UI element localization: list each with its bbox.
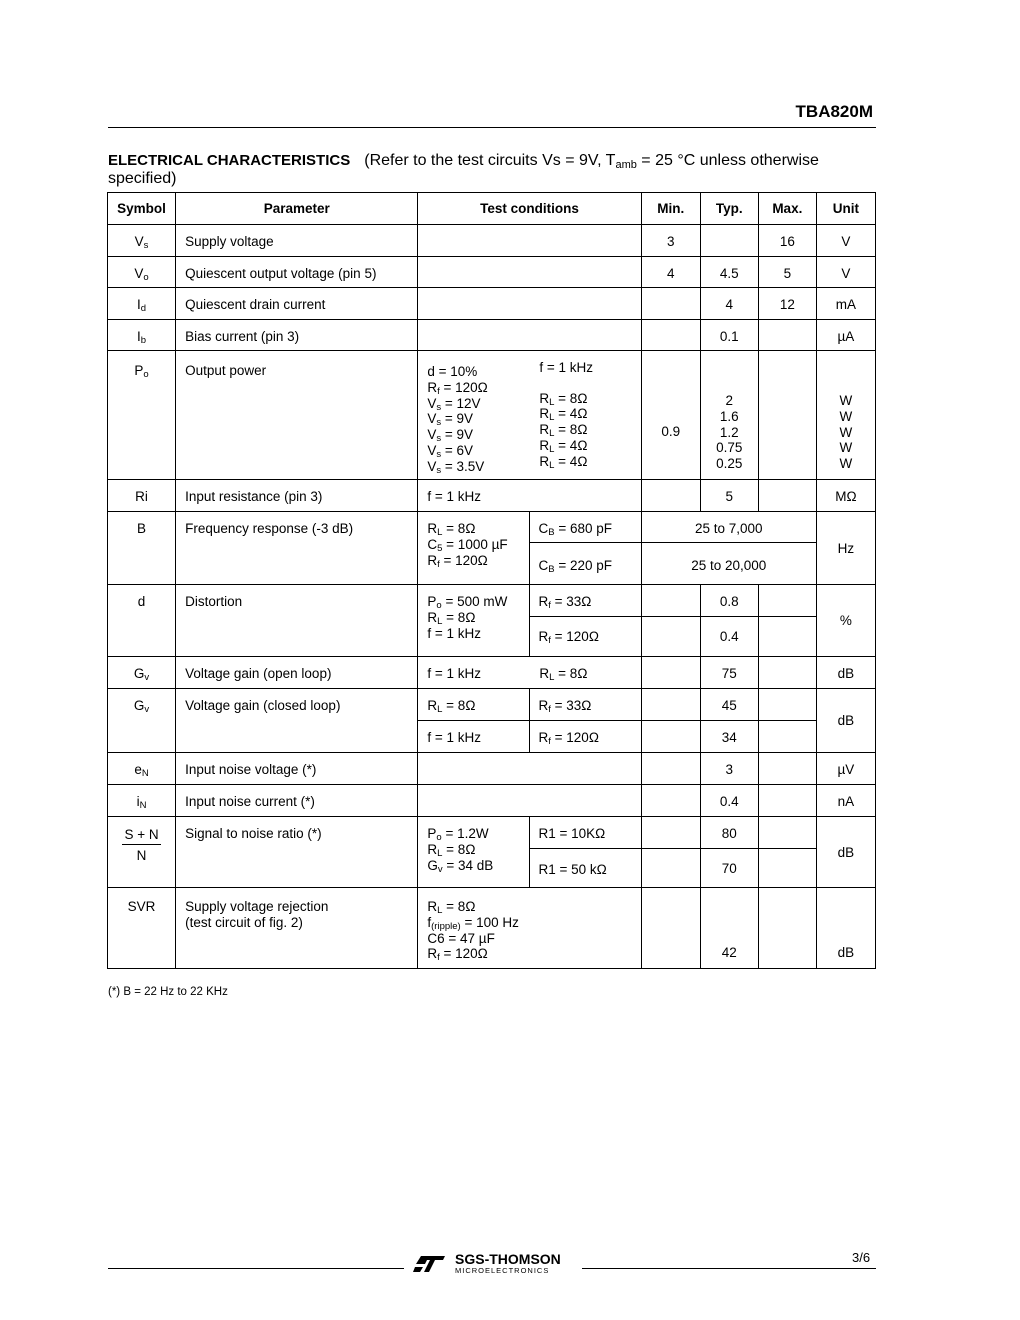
symbol-cell: $P_o$ <box>108 351 176 480</box>
max-cell <box>758 689 816 721</box>
unit-cell: V <box>816 225 875 257</box>
range-cell: 25 to 20,000 <box>641 543 816 585</box>
symbol-cell: $V_o$ <box>108 257 176 288</box>
typ-cell: 0.1 <box>700 320 758 351</box>
typ-cell <box>700 225 758 257</box>
rf-condition: $R_f = 33\Omega$ <box>529 689 641 721</box>
rf-condition: $R_f = 120\Omega$ <box>529 617 641 657</box>
typ-cell: 42 <box>700 888 758 969</box>
parameter-cell: Voltage gain (closed loop) <box>176 689 418 753</box>
symbol-cell: B <box>108 512 176 585</box>
rl-condition: $R_L = 8\Omega$ <box>418 689 529 721</box>
unit-cell: nA <box>816 785 875 817</box>
symbol-cell: d <box>108 585 176 657</box>
min-cell <box>641 721 700 753</box>
table-row <box>108 257 876 288</box>
min-cell <box>641 888 700 969</box>
conditions-cell: f = 1 kHz <box>418 480 641 512</box>
section-heading: ELECTRICAL CHARACTERISTICS (Refer to the test circuits Vs = 9V, $T_{amb} = 25$ °C unless otherwise specified) <box>108 152 819 187</box>
rf-condition: $R_f = 120\Omega$ <box>529 721 641 753</box>
footer-rule-left <box>108 1268 404 1269</box>
max-cell: 5 <box>758 257 816 288</box>
max-cell <box>758 657 816 689</box>
typ-cell: 80 <box>700 817 758 849</box>
symbol-cell: SVR <box>108 888 176 969</box>
parameter-cell: Voltage gain (open loop) <box>176 657 418 689</box>
table-row <box>108 753 876 785</box>
table-row <box>108 689 876 721</box>
conditions-cell <box>418 320 641 351</box>
unit-cell: mA <box>816 288 875 320</box>
header-typ: Typ. <box>700 193 758 225</box>
typ-cell: 0.8 <box>700 585 758 617</box>
typ-cell: 4.5 <box>700 257 758 288</box>
min-cell <box>641 657 700 689</box>
brand-name: SGS-THOMSON <box>455 1251 561 1267</box>
unit-cell: dB <box>816 888 875 969</box>
company-logo <box>413 1252 561 1275</box>
typ-cell: 5 <box>700 480 758 512</box>
brand-subtitle: MICROELECTRONICS <box>455 1266 550 1275</box>
min-cell: 0.9 <box>641 351 700 480</box>
conditions-cell <box>418 225 641 257</box>
part-number: TBA820M <box>795 102 873 121</box>
conditions-cell <box>418 785 641 817</box>
min-cell <box>641 585 700 617</box>
max-cell: 16 <box>758 225 816 257</box>
symbol-cell: Ri <box>108 480 176 512</box>
table-row <box>108 888 876 969</box>
parameter-cell: Frequency response (-3 dB) <box>176 512 418 585</box>
r1-condition: R1 = 10KΩ <box>529 817 641 849</box>
max-cell <box>758 320 816 351</box>
table-row <box>108 288 876 320</box>
conditions-cell: $P_o = 1.2W$ $R_L = 8\Omega$ $G_v = 34$ dB <box>418 817 529 888</box>
min-cell <box>641 849 700 888</box>
footnote: (*) B = 22 Hz to 22 KHz <box>108 986 228 998</box>
min-cell: 3 <box>641 225 700 257</box>
min-cell <box>641 320 700 351</box>
range-cell: 25 to 7,000 <box>641 512 816 543</box>
header-parameter: Parameter <box>176 193 418 225</box>
heading-title: ELECTRICAL CHARACTERISTICS <box>108 152 351 169</box>
min-cell <box>641 689 700 721</box>
unit-cell: dB <box>816 817 875 888</box>
conditions-cell: $P_o = 500$ mW $R_L = 8\Omega$ f = 1 kHz <box>418 585 529 657</box>
unit-cell: dB <box>816 689 875 753</box>
typ-cell: 70 <box>700 849 758 888</box>
min-cell <box>641 288 700 320</box>
min-cell <box>641 753 700 785</box>
unit-cell: V <box>816 257 875 288</box>
footer-rule-right <box>582 1268 876 1269</box>
header-rule <box>108 127 876 128</box>
f-condition: f = 1 kHz <box>418 721 529 753</box>
typ-cell: 0.4 <box>700 617 758 657</box>
min-cell <box>641 785 700 817</box>
electrical-characteristics-table <box>107 192 876 969</box>
conditions-cell: f = 1 kHz $R_L = 8\Omega$ <box>418 657 641 689</box>
typ-cell: 45 <box>700 689 758 721</box>
unit-cell: W W W W W <box>816 351 875 480</box>
max-cell <box>758 721 816 753</box>
symbol-cell: $\frac{S + N}{N}$ <box>108 817 176 888</box>
unit-cell: MΩ <box>816 480 875 512</box>
table-row <box>108 480 876 512</box>
heading-text-a: (Refer to the test circuits Vs = 9V, T <box>364 152 616 169</box>
table-row <box>108 351 876 480</box>
heading-text-b: = 25 °C unless otherwise <box>636 152 819 169</box>
typ-cell: 34 <box>700 721 758 753</box>
conditions-cell <box>418 257 641 288</box>
max-cell: 12 <box>758 288 816 320</box>
parameter-cell: Input noise current (*) <box>176 785 418 817</box>
page-number: 3/6 <box>852 1250 871 1265</box>
conditions-cell: $R_L = 8\Omega$ $f_{(ripple)} = 100$ Hz C6 = 47 µF $R_f = 120\Omega$ <box>418 888 641 969</box>
conditions-cell <box>418 753 641 785</box>
max-cell <box>758 585 816 617</box>
table-header-row <box>108 193 876 225</box>
typ-cell: 75 <box>700 657 758 689</box>
rf-condition: $R_f = 33\Omega$ <box>529 585 641 617</box>
heading-text-c: specified) <box>108 170 177 187</box>
max-cell <box>758 849 816 888</box>
header-unit: Unit <box>816 193 875 225</box>
parameter-cell: Quiescent drain current <box>176 288 418 320</box>
parameter-cell: Input resistance (pin 3) <box>176 480 418 512</box>
conditions-cell <box>418 288 641 320</box>
symbol-cell: $G_v$ <box>108 657 176 689</box>
typ-cell: 4 <box>700 288 758 320</box>
unit-cell: Hz <box>816 512 875 585</box>
cb-condition: $C_B = 220$ pF <box>529 543 641 585</box>
symbol-cell: $G_v$ <box>108 689 176 753</box>
conditions-cell: $R_L = 8\Omega$ $C_5 = 1000$ µF $R_f = 120\Omega$ <box>418 512 529 585</box>
header-test-conditions: Test conditions <box>418 193 641 225</box>
header-min: Min. <box>641 193 700 225</box>
min-cell <box>641 617 700 657</box>
table-row <box>108 657 876 689</box>
max-cell <box>758 753 816 785</box>
r1-condition: R1 = 50 kΩ <box>529 849 641 888</box>
max-cell <box>758 617 816 657</box>
header-max: Max. <box>758 193 816 225</box>
unit-cell: µA <box>816 320 875 351</box>
parameter-cell: Signal to noise ratio (*) <box>176 817 418 888</box>
parameter-cell: Supply voltage rejection (test circuit of fig. 2) <box>176 888 418 969</box>
typ-cell: 0.4 <box>700 785 758 817</box>
table-row <box>108 225 876 257</box>
parameter-cell: Input noise voltage (*) <box>176 753 418 785</box>
unit-cell: dB <box>816 657 875 689</box>
max-cell <box>758 785 816 817</box>
max-cell <box>758 480 816 512</box>
table-row <box>108 585 876 617</box>
symbol-cell: $i_N$ <box>108 785 176 817</box>
symbol-cell: $V_s$ <box>108 225 176 257</box>
min-cell <box>641 480 700 512</box>
table-row <box>108 320 876 351</box>
table-row <box>108 785 876 817</box>
parameter-cell: Bias current (pin 3) <box>176 320 418 351</box>
parameter-cell: Quiescent output voltage (pin 5) <box>176 257 418 288</box>
symbol-cell: $I_b$ <box>108 320 176 351</box>
min-cell: 4 <box>641 257 700 288</box>
symbol-cell: $e_N$ <box>108 753 176 785</box>
conditions-cell: d = 10% $R_f = 120\Omega$ $V_s = 12V$ $V_s = 9V$ $V_s = 9V$ $V_s = 6V$ $V_s = 3.5V$ f = 1 kHz $R_L = 8\Omega$ $R_L = 4\Omega$ $R_L = 8\Omega$ $R_L = 4\Omega$ $R_L = 4\Omega$ <box>418 351 641 480</box>
parameter-cell: Distortion <box>176 585 418 657</box>
unit-cell: µV <box>816 753 875 785</box>
st-logo-icon <box>413 1254 447 1274</box>
max-cell <box>758 817 816 849</box>
typ-cell: 2 1.6 1.2 0.75 0.25 <box>700 351 758 480</box>
max-cell <box>758 351 816 480</box>
table-row <box>108 817 876 849</box>
typ-cell: 3 <box>700 753 758 785</box>
parameter-cell: Supply voltage <box>176 225 418 257</box>
parameter-cell: Output power <box>176 351 418 480</box>
symbol-cell: $I_d$ <box>108 288 176 320</box>
max-cell <box>758 888 816 969</box>
unit-cell: % <box>816 585 875 657</box>
table-row <box>108 512 876 543</box>
cb-condition: $C_B = 680$ pF <box>529 512 641 543</box>
min-cell <box>641 817 700 849</box>
header-symbol: Symbol <box>108 193 176 225</box>
